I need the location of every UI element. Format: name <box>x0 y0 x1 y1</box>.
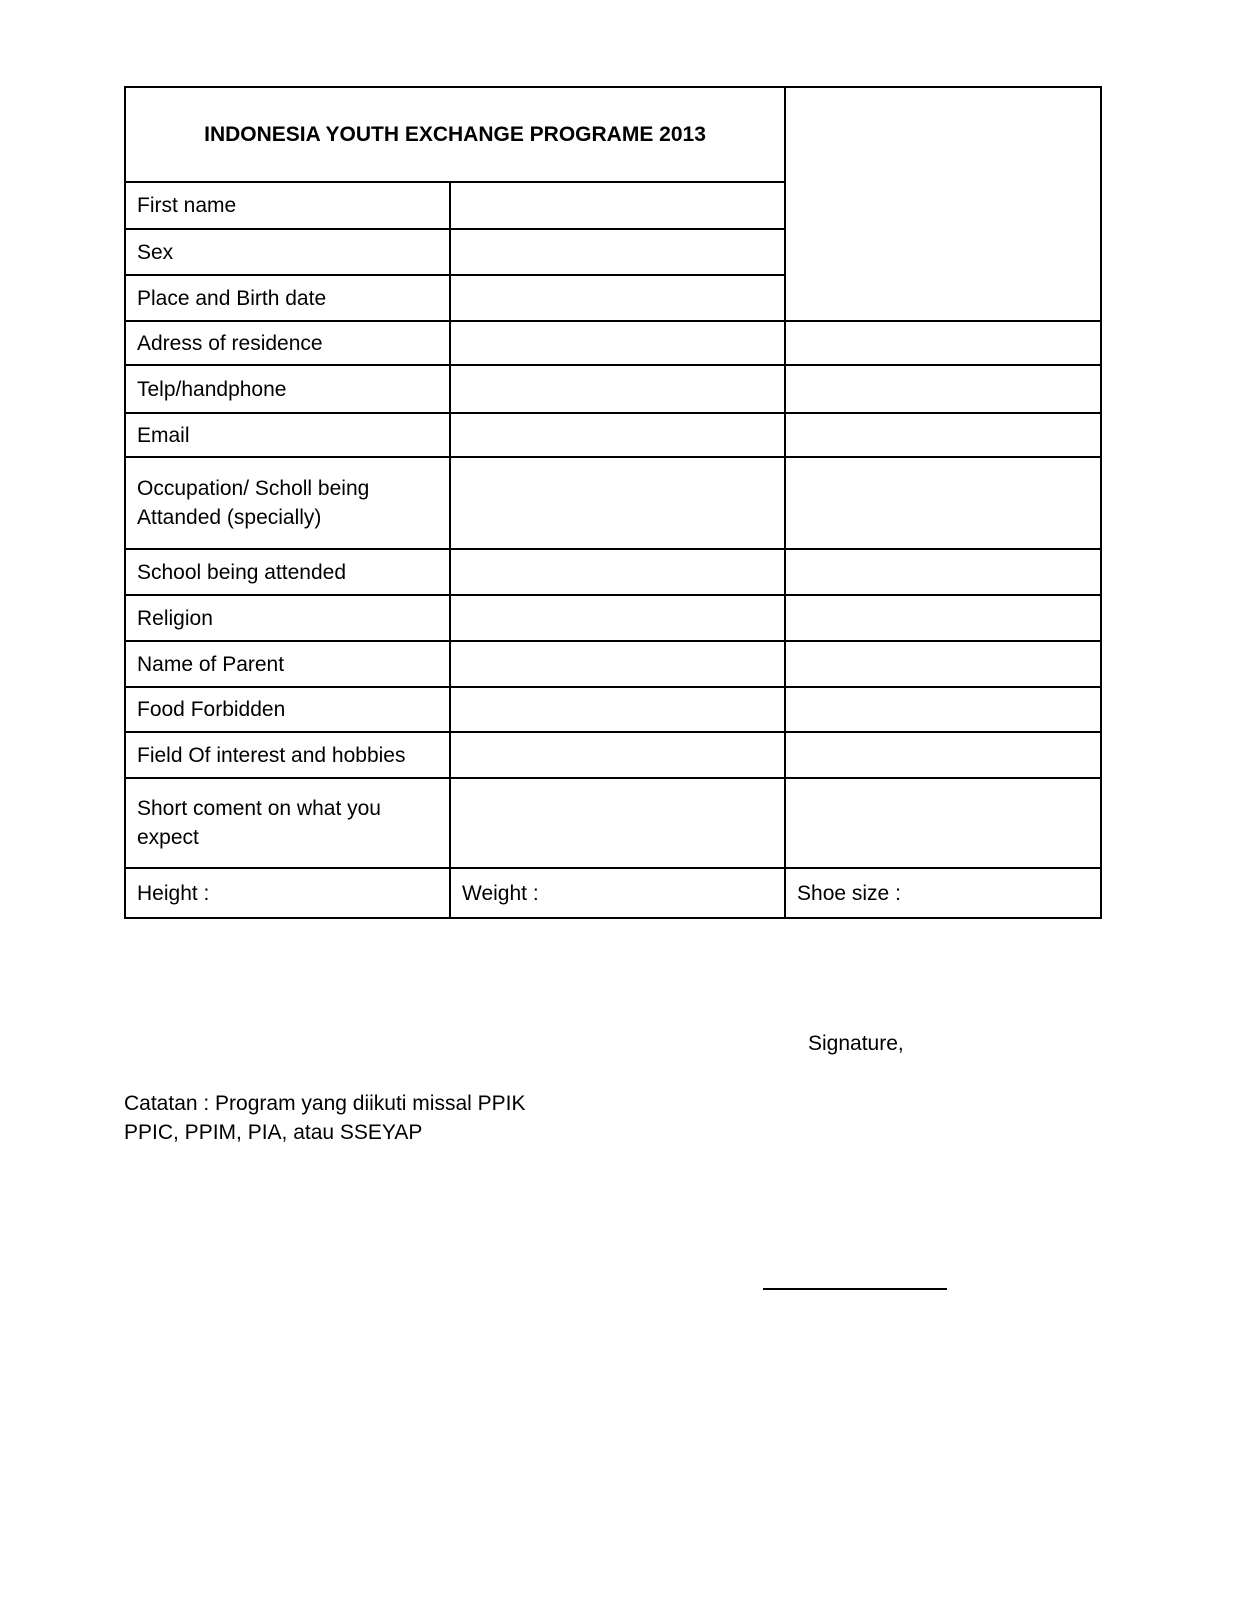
address-extra-field[interactable] <box>785 321 1101 365</box>
photo-box[interactable] <box>785 87 1101 321</box>
occupation-label <box>125 457 450 549</box>
comment-label <box>125 778 450 868</box>
parent-label: Name of Parent <box>125 641 450 687</box>
signature-line[interactable] <box>763 1288 947 1290</box>
school-extra-field[interactable] <box>785 549 1101 595</box>
parent-extra-field[interactable] <box>785 641 1101 687</box>
email-field[interactable] <box>450 413 785 457</box>
weight-field[interactable]: Weight : <box>450 868 785 918</box>
form-title: INDONESIA YOUTH EXCHANGE PROGRAME 2013 <box>125 87 785 182</box>
occupation-field[interactable] <box>450 457 785 549</box>
interest-label: Field Of interest and hobbies <box>125 732 450 778</box>
place-birth-date-field[interactable] <box>450 275 785 321</box>
food-forbidden-field[interactable] <box>450 687 785 732</box>
religion-extra-field[interactable] <box>785 595 1101 641</box>
comment-field[interactable] <box>450 778 785 868</box>
occupation-label-line2: Attanded (specially) <box>137 506 322 529</box>
telp-extra-field[interactable] <box>785 365 1101 413</box>
first-name-label: First name <box>125 182 450 229</box>
note-line1: Catatan : Program yang diikuti missal PPIK <box>124 1092 526 1115</box>
email-extra-field[interactable] <box>785 413 1101 457</box>
food-forbidden-label: Food Forbidden <box>125 687 450 732</box>
email-label: Email <box>125 413 450 457</box>
application-form-table <box>124 86 1102 919</box>
first-name-field[interactable] <box>450 182 785 229</box>
religion-field[interactable] <box>450 595 785 641</box>
address-label: Adress of residence <box>125 321 450 365</box>
note <box>124 1089 526 1147</box>
interest-field[interactable] <box>450 732 785 778</box>
sex-label: Sex <box>125 229 450 275</box>
occupation-extra-field[interactable] <box>785 457 1101 549</box>
comment-extra-field[interactable] <box>785 778 1101 868</box>
interest-extra-field[interactable] <box>785 732 1101 778</box>
comment-label-line1: Short coment on what you <box>137 797 381 820</box>
food-forbidden-extra-field[interactable] <box>785 687 1101 732</box>
telp-field[interactable] <box>450 365 785 413</box>
parent-field[interactable] <box>450 641 785 687</box>
signature-label: Signature, <box>808 1032 904 1055</box>
school-label: School being attended <box>125 549 450 595</box>
comment-label-line2: expect <box>137 826 199 849</box>
note-line2: PPIC, PPIM, PIA, atau SSEYAP <box>124 1121 423 1144</box>
telp-label: Telp/handphone <box>125 365 450 413</box>
address-field[interactable] <box>450 321 785 365</box>
height-field[interactable]: Height : <box>125 868 450 918</box>
school-field[interactable] <box>450 549 785 595</box>
place-birth-date-label: Place and Birth date <box>125 275 450 321</box>
shoe-size-field[interactable]: Shoe size : <box>785 868 1101 918</box>
occupation-label-line1: Occupation/ Scholl being <box>137 477 370 500</box>
religion-label: Religion <box>125 595 450 641</box>
sex-field[interactable] <box>450 229 785 275</box>
